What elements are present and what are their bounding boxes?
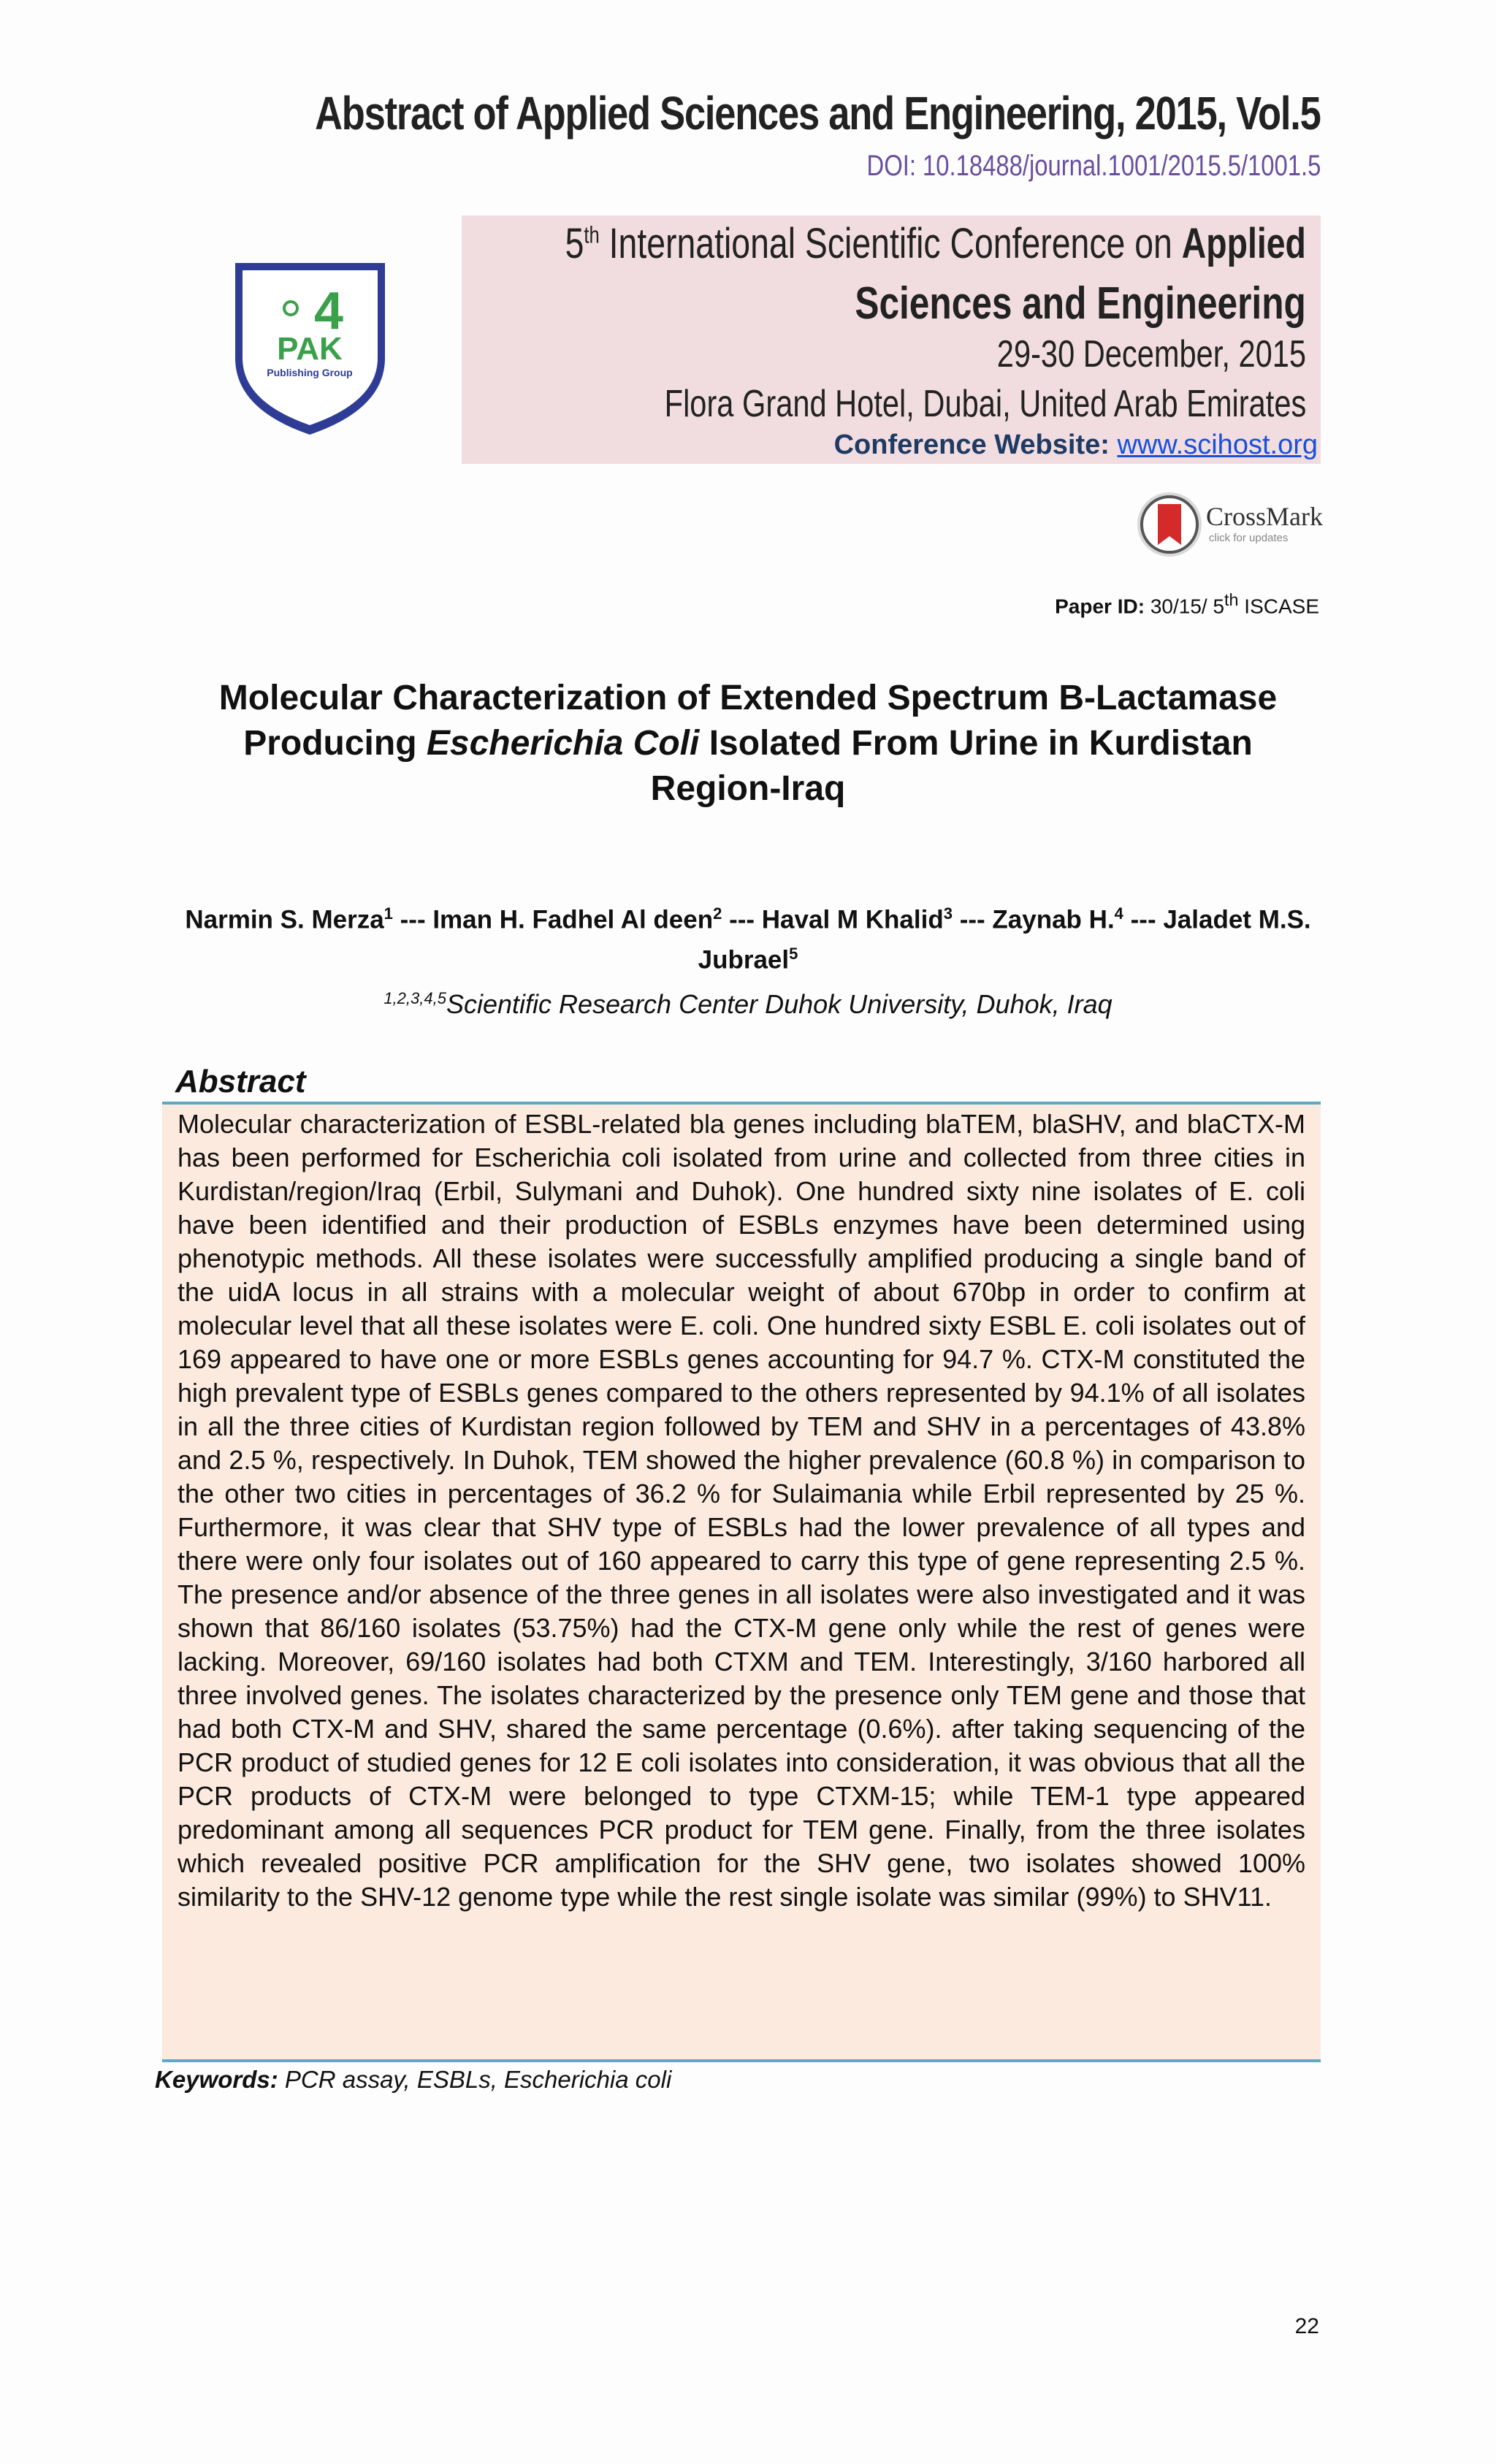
author-separator: ---	[1123, 905, 1164, 934]
conference-website: Conference Website: www.scihost.org	[833, 430, 1318, 460]
author-name: Zaynab H.	[992, 905, 1115, 934]
crossmark-label: CrossMark	[1206, 502, 1323, 531]
abstract-heading: Abstract	[175, 1064, 306, 1099]
page-number: 22	[1294, 2314, 1319, 2338]
author-affiliation-mark: 5	[789, 944, 798, 963]
crossmark-badge[interactable]	[1136, 488, 1323, 561]
author-separator: ---	[392, 905, 433, 934]
logo-numeral: 4	[314, 282, 344, 340]
crossmark-sub: click for updates	[1209, 532, 1289, 544]
affiliation: $^{1,2,3,4,5}$Scientific Research Center Duhok University, Duhok, Iraq	[383, 989, 1113, 1019]
conference-line-1: 5th International Scientific Conference on Applied	[565, 220, 1306, 267]
author-name: Narmin S. Merza	[185, 905, 384, 934]
conference-website-link[interactable]: www.scihost.org	[1117, 430, 1318, 460]
author-separator: ---	[952, 905, 993, 934]
author-affiliation-mark: 4	[1114, 904, 1123, 923]
paper-title: Molecular Characterization of Extended Spectrum B-Lactamase Producing Escherichia Coli Isolated From Urine in Kurdistan Region-Iraq	[218, 679, 1278, 808]
author-list	[175, 897, 1321, 977]
conference-venue: Flora Grand Hotel, Dubai, United Arab Emirates	[664, 383, 1306, 425]
author-name: Haval M Khalid	[761, 905, 944, 934]
logo-text: PAK	[277, 331, 343, 367]
doi: DOI: 10.18488/journal.1001/2015.5/1001.5	[866, 150, 1321, 182]
author-name: Iman H. Fadhel Al deen	[432, 905, 714, 934]
abstract-text: Molecular characterization of ESBL-related bla genes including blaTEM, blaSHV, and blaCTX-M has been performed for Escherichia coli isolated from urine and collected from three cities in Kurdistan/region/Iraq (Erbil, Sulymani and Duhok). One hundred sixty nine isolates of E. coli have been identified and their production of ESBLs enzymes have been determined using phenotypic methods. All these isolates were successfully amplified producing a single band of the uidA locus in all strains with a molecular weight of about 670bp in order to confirm at molecular level that all these isolates were E. coli. One hundred sixty ESBL E. coli isolates out of 169 appeared to have one or more ESBLs genes accounting for 94.7 %. CTX-M constituted the high prevalent type of ESBLs genes compared to the others represented by 94.1% of all isolates in all the three cities of Kurdistan region followed by TEM and SHV in a percentages of 43.8% and 2.5 %, respectively. In Duhok, TEM showed the higher prevalence (60.8 %) in comparison to the other two cities in percentages of 36.2 % for Sulaimania while Erbil represented by 25 %. Furthermore, it was clear that SHV type of ESBLs had the lower prevalence of all types and there were only four isolates out of 160 appeared to carry this type of gene representing 2.5 %. The presence and/or absence of the three genes in all isolates were also investigated and it was shown that 86/160 isolates (53.75%) had the CTX-M gene only while the rest of genes were lacking. Moreover, 69/160 isolates had both CTXM and TEM. Interestingly, 3/160 harbored all three involved genes. The isolates characterized by the presence only TEM gene and those that had both CTX-M and SHV, shared the same percentage (0.6%). after taking sequencing of the PCR product of studied genes for 12 E coli isolates into consideration, it was obvious that all the PCR products of CTX-M were belonged to type CTXM-15; while TEM-1 type appeared predominant among all sequences PCR product for TEM gene. Finally, from the three isolates which revealed positive PCR amplification for the SHV gene, two isolates showed 100% similarity to the SHV-12 genome type while the rest single isolate was similar (99%) to SHV11.	[178, 1109, 1305, 1912]
author-separator: ---	[722, 905, 762, 934]
publisher-logo	[228, 248, 392, 438]
keywords: Keywords: PCR assay, ESBLs, Escherichia coli	[155, 2066, 672, 2093]
author-affiliation-mark: 3	[943, 904, 953, 923]
author-affiliation-mark: 1	[383, 904, 393, 923]
journal-title: Abstract of Applied Sciences and Engineering, 2015, Vol.5	[315, 87, 1321, 140]
conference-line-2: Sciences and Engineering	[855, 278, 1306, 329]
paper-id: Paper ID: 30/15/ 5th ISCASE	[1055, 590, 1319, 618]
author-affiliation-mark: 2	[713, 904, 722, 923]
author-name: Jaladet M.S. Jubrael	[698, 905, 1311, 974]
logo-subtext: Publishing Group	[267, 367, 353, 378]
conference-dates: 29-30 December, 2015	[996, 333, 1306, 375]
crossmark-icon	[1136, 488, 1209, 561]
